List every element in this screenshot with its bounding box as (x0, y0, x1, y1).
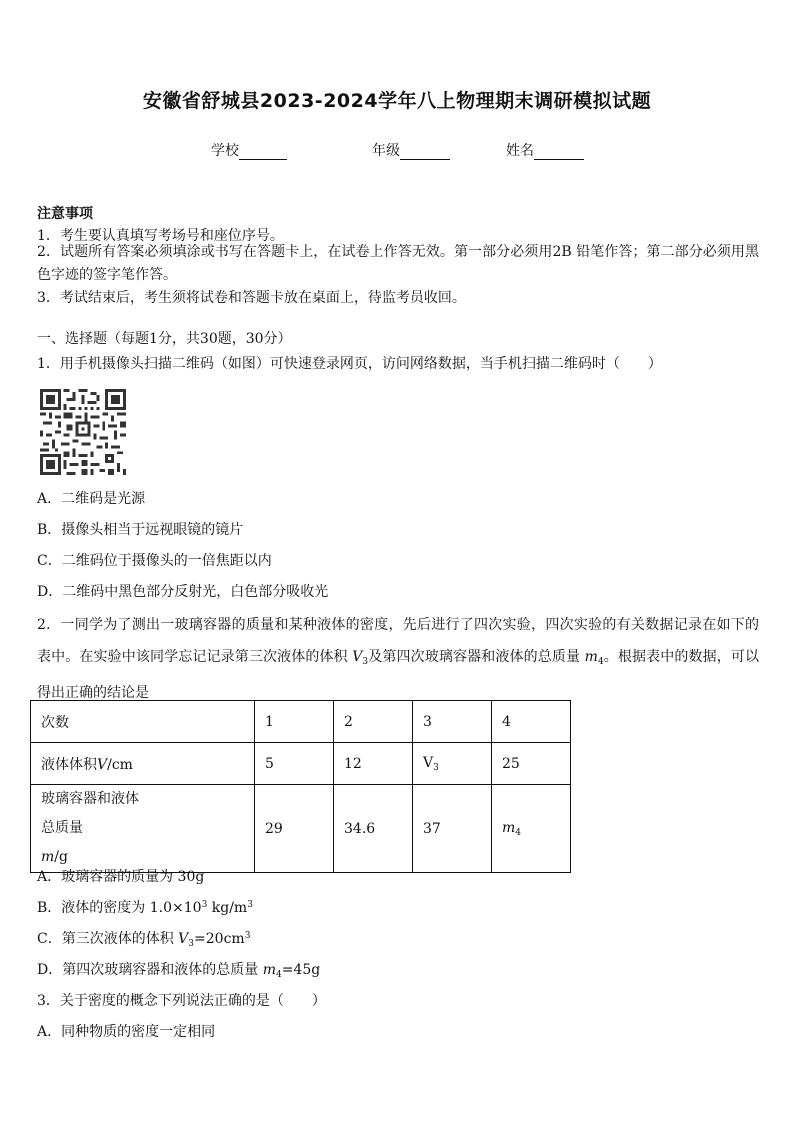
q2-stem-part-c: 。根据表中的数据，可以得出正确的结论是 (37, 648, 760, 701)
row-label-line2-text: 总质量 (41, 820, 83, 836)
table-cell: 12 (334, 743, 413, 785)
q2-option-b-unit: kg/m (207, 900, 248, 916)
table-cell: 1 (255, 701, 334, 743)
question-3-stem: 3．关于密度的概念下列说法正确的是（ ） (37, 993, 326, 1009)
q2-option-c-sup: 3 (244, 931, 251, 941)
q3-option-a: A．同种物质的密度一定相同 (37, 1024, 216, 1040)
cell-var: m (502, 819, 516, 836)
q1-option-c: C．二维码位于摄像头的一倍焦距以内 (37, 553, 272, 569)
q1-option-a: A．二维码是光源 (37, 491, 146, 507)
data-table (30, 700, 571, 873)
cell-var-sub: 3 (433, 762, 439, 773)
table-cell: 5 (255, 743, 334, 785)
row-label-unit: /cm (107, 756, 133, 773)
notice-item-3: 3．考试结束后，考生须将试卷和答题卡放在桌面上，待监考员收回。 (37, 290, 466, 306)
q2-stem-var-v: V (352, 648, 363, 665)
question-1-stem: 1．用手机摄像头扫描二维码（如图）可快速登录网页，访问网络数据，当手机扫描二维码时（ ） (37, 356, 662, 372)
table-cell: 34.6 (334, 785, 413, 873)
row-label-line1: 玻璃容器和液体 (41, 791, 139, 807)
q2-option-b (37, 897, 253, 917)
q2-option-d-var: m (262, 962, 276, 978)
q2-option-b-sup: 3 (201, 900, 208, 910)
q2-option-d-text: D．第四次玻璃容器和液体的总质量 (37, 962, 263, 978)
table-cell (31, 743, 255, 785)
row-label-unit: /g (54, 849, 68, 865)
school-field (211, 140, 287, 160)
table-row (31, 743, 571, 785)
cell-var: V (423, 754, 434, 771)
q2-option-b-text: B．液体的密度为 1.0×10 (37, 900, 202, 916)
q2-option-c-var: V (178, 931, 189, 947)
grade-blank[interactable] (400, 145, 450, 160)
q2-stem-part-b: 及第四次玻璃容器和液体的总质量 (368, 648, 581, 665)
row-label-var: V (97, 756, 108, 773)
q2-option-c-value: =20cm (194, 931, 245, 947)
q2-option-c-sub: 3 (188, 939, 195, 949)
q2-stem-var-v-sub: 3 (362, 656, 369, 667)
q2-option-d-sub: 4 (275, 970, 282, 980)
table-cell: 25 (492, 743, 571, 785)
notice-item-1: 1．考生要认真填写考场号和座位序号。 (37, 228, 284, 244)
q2-option-d (37, 959, 320, 980)
name-blank[interactable] (534, 145, 584, 160)
q2-option-b-unit-sup: 3 (247, 900, 253, 910)
table-cell: 4 (492, 701, 571, 743)
table-cell (413, 743, 492, 785)
q2-option-a: A．玻璃容器的质量为 30g (37, 869, 205, 885)
table-cell (31, 785, 255, 873)
table-row (31, 785, 571, 873)
grade-field (372, 140, 450, 160)
table-cell: 3 (413, 701, 492, 743)
row-label: 液体体积 (41, 756, 97, 773)
q1-option-d: D．二维码中黑色部分反射光，白色部分吸收光 (37, 584, 329, 600)
row-label-var: m (41, 849, 55, 865)
q2-option-c (37, 928, 250, 949)
table-cell: 次数 (31, 701, 255, 743)
q2-option-d-value: =45g (281, 962, 321, 978)
section-heading: 一、选择题（每题1分，共30题，30分） (37, 331, 292, 347)
q2-stem-part-a: 2．一同学为了测出一玻璃容器的质量和某种液体的密度，先后进行了四次实验，四次实验的有关数据记录在如下的表中。在实验中该同学忘记记录第三次液体的体积 (37, 617, 759, 665)
notice-heading: 注意事项 (37, 206, 93, 222)
q2-stem-var-m-sub: 4 (597, 656, 604, 667)
table-cell (492, 785, 571, 873)
name-label: 姓名 (506, 143, 534, 159)
table-cell: 37 (413, 785, 492, 873)
q2-option-c-text: C．第三次液体的体积 (37, 931, 179, 947)
table-cell: 29 (255, 785, 334, 873)
q1-option-b: B．摄像头相当于远视眼镜的镜片 (37, 522, 244, 538)
qr-code-icon (40, 389, 126, 475)
school-blank[interactable] (239, 145, 287, 160)
notice-item-2: 2．试题所有答案必须填涂或书写在答题卡上，在试卷上作答无效。第一部分必须用2B 铅笔作答；第二部分必须用黑色字迹的签字笔作答。 (37, 244, 759, 283)
page-title: 安徽省舒城县2023-2024学年八上物理期末调研模拟试题 (142, 90, 652, 112)
table-cell: 2 (334, 701, 413, 743)
row-label-line2 (41, 814, 244, 872)
q2-stem-var-m: m (584, 648, 598, 665)
school-label: 学校 (211, 143, 239, 159)
table-row (31, 701, 571, 743)
grade-label: 年级 (372, 143, 400, 159)
cell-var-sub: 4 (515, 827, 522, 838)
question-2-stem (37, 610, 759, 710)
name-field (506, 140, 584, 160)
